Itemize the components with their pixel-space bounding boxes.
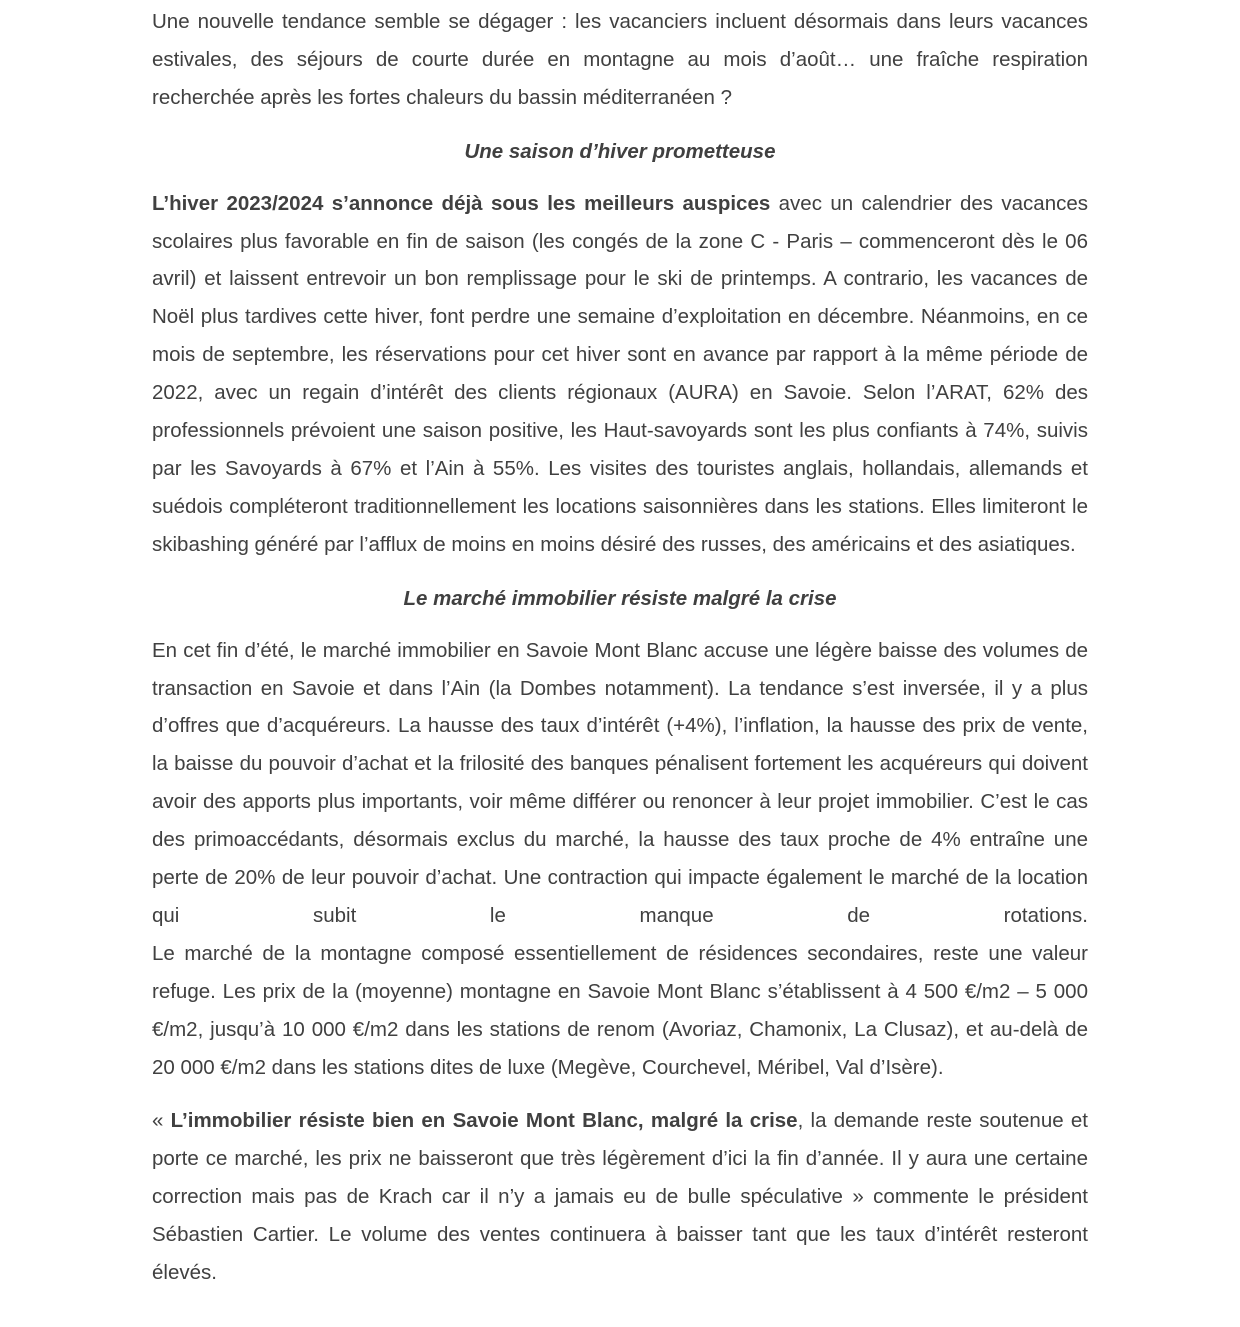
real-estate-paragraph xyxy=(152,632,1088,1087)
section-heading-winter-season: Une saison d’hiver prometteuse xyxy=(464,139,776,163)
winter-season-paragraph xyxy=(152,185,1088,564)
quote-lead: L’immobilier résiste bien en Savoie Mont Blanc, malgré la crise xyxy=(170,1109,798,1133)
document-page xyxy=(152,3,1088,1292)
winter-season-body: avec un calendrier des vacances scolaires plus favorable en fin de saison (les congés de la zone C - Paris – commenceront dès le 06 avril) et laissent entrevoir un bon remplissage pour le ski de printemps. A contrario, les vacances de Noël plus tardives cette hiver, font perdre une semaine d’exploitation en décembre. Néanmoins, en ce mois de septembre, les réservations pour cet hiver sont en avance par rapport à la même période de 2022, avec un regain d’intérêt des clients régionaux (AURA) en Savoie. Selon l’ARAT, 62% des professionnels prévoient une saison positive, les Haut-savoyards sont les plus confiants à 74%, suivis par les Savoyards à 67% et l’Ain à 55%. Les visites des touristes anglais, hollandais, allemands et suédois compléteront traditionnellement les locations saisonnières dans les stations. Elles limiteront le skibashing généré par l’afflux de moins en moins désiré des russes, des américains et des asiatiques. xyxy=(152,191,1089,556)
quote-body: , la demande reste soutenue et porte ce marché, les prix ne baisseront que très légèrement d’ici la fin d’année. Il y aura une certaine correction mais pas de Krach car il n’y a jamais eu de bulle spéculative » commente le président Sébastien Cartier. Le volume des ventes continuera à baisser tant que les taux d’intérêt resteront élevés. xyxy=(152,1109,1088,1285)
intro-paragraph: Une nouvelle tendance semble se dégager : les vacanciers incluent désormais dans leurs vacances estivales, des séjours de courte durée en montagne au mois d’août… une fraîche respiration recherchée après les fortes chaleurs du bassin méditerranéen ? xyxy=(152,10,1088,109)
real-estate-body-part1: En cet fin d’été, le marché immobilier en Savoie Mont Blanc accuse une légère baisse des volumes de transaction en Savoie et dans l’Ain (la Dombes notamment). La tendance s’est inversée, il y a plus d’offres que d’acquéreurs. La hausse des taux d’intérêt (+4%), l’inflation, la hausse des prix de vente, la baisse du pouvoir d’achat et la frilosité des banques pénalisent fortement les acquéreurs qui doivent avoir des apports plus importants, voir même différer ou renoncer à leur projet immobilier. C’est le cas des primoaccédants, désormais exclus du marché, la hausse des taux proche de 4% entraîne une perte de 20% de leur pouvoir d’achat. Une contraction qui impacte également le marché de la location qui subit le manque de rotations. xyxy=(152,638,1088,927)
winter-season-lead: L’hiver 2023/2024 s’annonce déjà sous les meilleurs auspices xyxy=(152,191,771,215)
real-estate-body-part2: Le marché de la montagne composé essentiellement de résidences secondaires, reste une valeur refuge. Les prix de la (moyenne) montagne en Savoie Mont Blanc s’établissent à 4 500 €/m2 – 5 000 €/m2, jusqu’à 10 000 €/m2 dans les stations de renom (Avoriaz, Chamonix, La Clusaz), et au-delà de 20 000 €/m2 dans les stations dites de luxe (Megève, Courchevel, Méribel, Val d’Isère). xyxy=(152,941,1088,1079)
section-heading-real-estate: Le marché immobilier résiste malgré la crise xyxy=(403,586,837,610)
president-quote-paragraph xyxy=(152,1102,1088,1292)
quote-open-mark: « xyxy=(152,1109,171,1133)
